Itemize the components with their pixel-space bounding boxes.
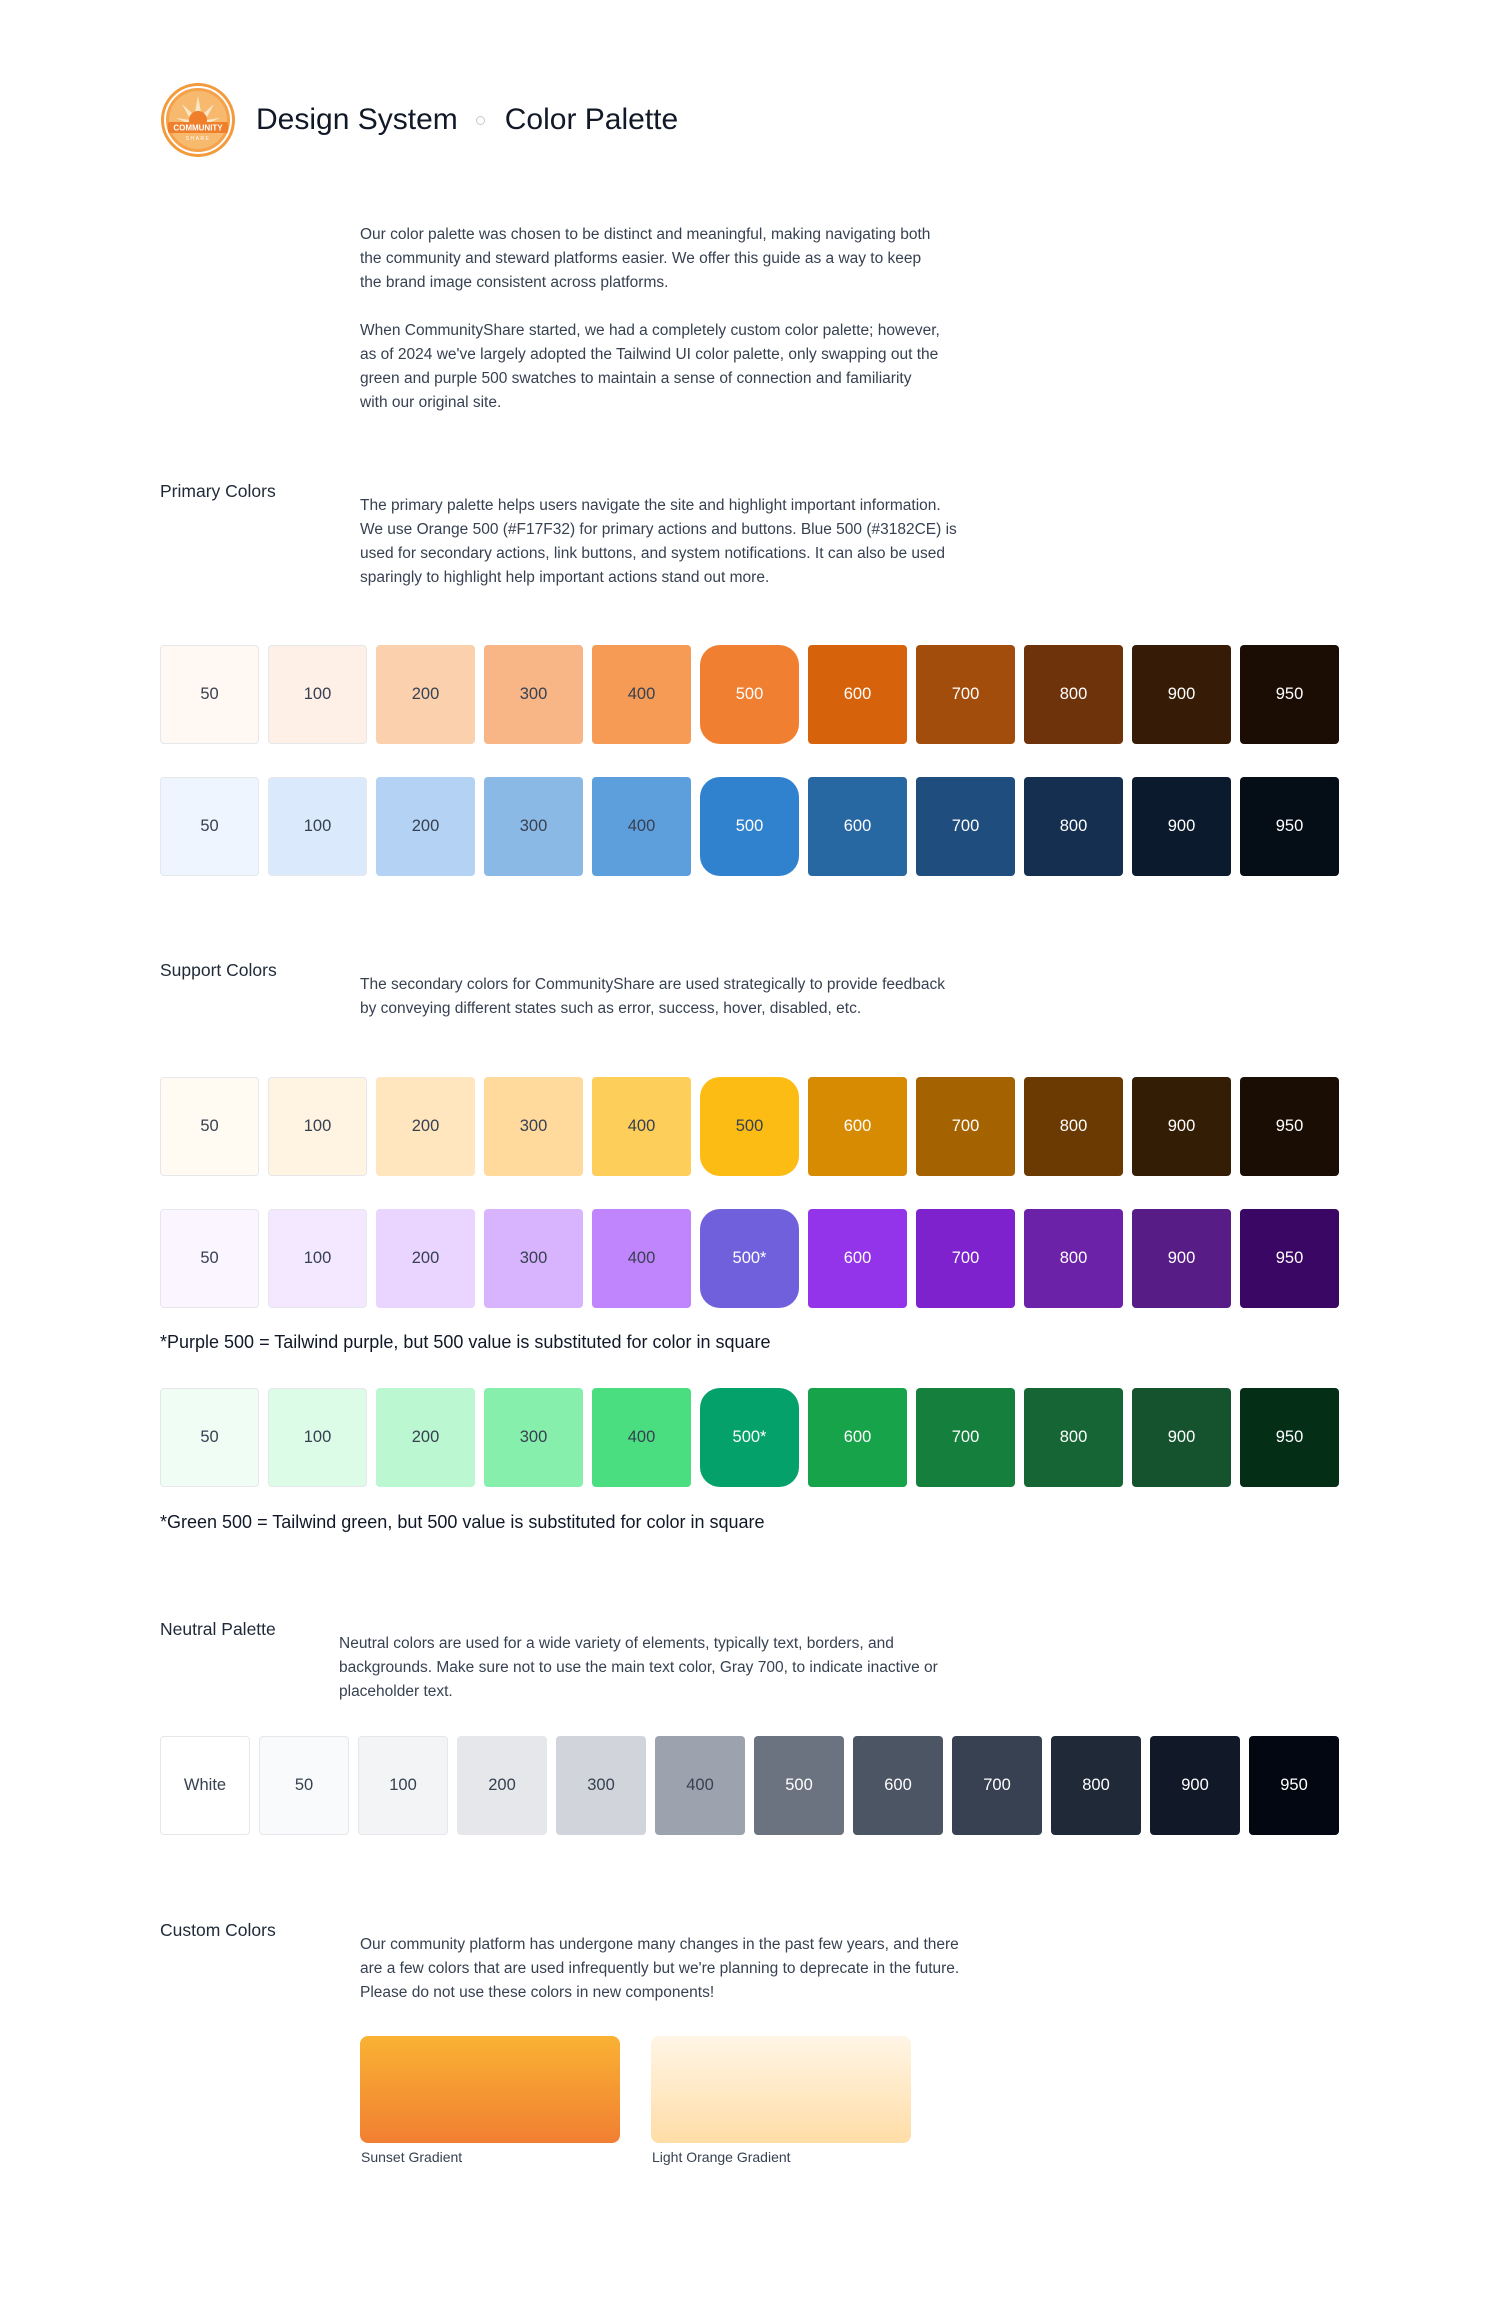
- color-swatch-orange-600: [808, 645, 907, 744]
- primary-colors-title: Primary Colors: [160, 481, 276, 501]
- swatch-label: 500: [735, 685, 764, 703]
- title-design-system: Design System: [256, 103, 458, 136]
- swatch-label: 600: [843, 1428, 872, 1446]
- swatch-label: 300: [519, 1117, 548, 1135]
- color-swatch-green-50: [160, 1388, 259, 1487]
- green-note: *Green 500 = Tailwind green, but 500 value is substituted for color in square: [160, 1512, 765, 1532]
- neutral-swatch-row: [160, 1736, 1339, 1835]
- title-separator-icon: [476, 116, 485, 125]
- swatch-label: 400: [627, 1117, 656, 1135]
- swatch-label: 800: [1059, 685, 1088, 703]
- color-swatch-purple-50: [160, 1209, 259, 1308]
- color-swatch-purple-950: [1240, 1209, 1339, 1308]
- swatch-label: 900: [1167, 1428, 1196, 1446]
- swatch-label: 50: [200, 1428, 219, 1446]
- badge-logo-icon: [160, 82, 236, 158]
- swatch-label: 800: [1059, 1428, 1088, 1446]
- primary-description: The primary palette helps users navigate the site and highlight important information. We use Orange 500 (#F17F32) for primary actions and buttons. Blue 500 (#3182CE) is used for secondary actions, link buttons, and system notifications. It can also be used sparingly to highlight help important actions stand out more.: [360, 497, 957, 586]
- swatch-label: 50: [294, 1776, 314, 1794]
- community-share-logo: [160, 82, 236, 158]
- color-swatch-neutral-600: [853, 1736, 943, 1835]
- color-swatch-purple-900: [1132, 1209, 1231, 1308]
- intro-text: [360, 223, 940, 415]
- swatch-label: 100: [303, 1117, 332, 1135]
- light-orange-gradient-swatch: [651, 2036, 911, 2143]
- swatch-label: 500: [785, 1776, 813, 1794]
- swatch-label: 100: [303, 685, 332, 703]
- color-swatch-blue-300: [484, 777, 583, 876]
- swatch-label: 300: [519, 817, 548, 835]
- color-swatch-orange-800: [1024, 645, 1123, 744]
- swatch-label: 300: [519, 685, 548, 703]
- swatch-label: 50: [200, 685, 219, 703]
- swatch-label: 950: [1275, 685, 1304, 703]
- color-swatch-yellow-100: [268, 1077, 367, 1176]
- color-swatch-orange-400: [592, 645, 691, 744]
- swatch-label: 200: [411, 685, 440, 703]
- swatch-label: 300: [587, 1776, 615, 1794]
- swatch-label: 600: [884, 1776, 912, 1794]
- color-swatch-purple-200: [376, 1209, 475, 1308]
- swatch-label: 100: [303, 1428, 332, 1446]
- intro-paragraph: Our color palette was chosen to be distinct and meaningful, making navigating both the community and steward platforms easier. We offer this guide as a way to keep the brand image consistent across platforms.: [360, 226, 931, 291]
- color-swatch-purple-700: [916, 1209, 1015, 1308]
- swatch-label: 900: [1181, 1776, 1209, 1794]
- color-swatch-neutral-950: [1249, 1736, 1339, 1835]
- color-swatch-purple-500: [700, 1209, 799, 1308]
- blue-swatch-row: [160, 777, 1339, 876]
- swatch-label: 700: [983, 1776, 1011, 1794]
- swatch-label: 600: [843, 817, 872, 835]
- swatch-label: 800: [1059, 1249, 1088, 1267]
- swatch-label: 400: [627, 817, 656, 835]
- sunset-gradient-swatch: [360, 2036, 620, 2143]
- purple-swatch-row: [160, 1209, 1339, 1308]
- swatch-label: 800: [1059, 817, 1088, 835]
- swatch-label: 500: [735, 1117, 764, 1135]
- swatch-label: 950: [1275, 817, 1304, 835]
- color-swatch-green-200: [376, 1388, 475, 1487]
- color-swatch-orange-50: [160, 645, 259, 744]
- swatch-label: 950: [1280, 1776, 1308, 1794]
- swatch-label: 700: [951, 1249, 980, 1267]
- sunset-gradient-label: Sunset Gradient: [361, 2149, 463, 2165]
- color-swatch-orange-100: [268, 645, 367, 744]
- intro-paragraph: When CommunityShare started, we had a completely custom color palette; however, as of 2024 we've largely adopted the Tailwind UI color palette, only swapping out the green and purple 500 swatches to maintain a sense of connection and familiarity with our original site.: [360, 322, 940, 411]
- page-header: [160, 80, 678, 160]
- color-swatch-green-900: [1132, 1388, 1231, 1487]
- color-swatch-blue-50: [160, 777, 259, 876]
- color-swatch-green-100: [268, 1388, 367, 1487]
- swatch-label: 900: [1167, 817, 1196, 835]
- color-swatch-blue-400: [592, 777, 691, 876]
- color-swatch-blue-800: [1024, 777, 1123, 876]
- yellow-swatch-row: [160, 1077, 1339, 1176]
- swatch-label: 500: [735, 817, 764, 835]
- color-swatch-neutral-50: [259, 1736, 349, 1835]
- color-swatch-orange-300: [484, 645, 583, 744]
- swatch-label: 200: [411, 1249, 440, 1267]
- color-swatch-blue-950: [1240, 777, 1339, 876]
- swatch-label: 950: [1275, 1249, 1304, 1267]
- swatch-label: 50: [200, 1117, 219, 1135]
- color-swatch-yellow-500: [700, 1077, 799, 1176]
- color-swatch-orange-200: [376, 645, 475, 744]
- color-swatch-neutral-700: [952, 1736, 1042, 1835]
- swatch-label: 400: [627, 1428, 656, 1446]
- color-swatch-orange-900: [1132, 645, 1231, 744]
- color-swatch-blue-900: [1132, 777, 1231, 876]
- swatch-label: 700: [951, 1117, 980, 1135]
- light-orange-gradient-label: Light Orange Gradient: [652, 2149, 791, 2165]
- swatch-label: 800: [1082, 1776, 1110, 1794]
- color-swatch-green-800: [1024, 1388, 1123, 1487]
- swatch-label: 50: [200, 817, 219, 835]
- color-swatch-green-400: [592, 1388, 691, 1487]
- color-swatch-neutral-400: [655, 1736, 745, 1835]
- color-swatch-yellow-400: [592, 1077, 691, 1176]
- color-swatch-neutral-200: [457, 1736, 547, 1835]
- color-swatch-green-950: [1240, 1388, 1339, 1487]
- color-swatch-green-300: [484, 1388, 583, 1487]
- swatch-label: 200: [411, 817, 440, 835]
- swatch-label: 200: [488, 1776, 516, 1794]
- color-swatch-neutral-100: [358, 1736, 448, 1835]
- support-colors-title: Support Colors: [160, 960, 277, 980]
- purple-note: *Purple 500 = Tailwind purple, but 500 value is substituted for color in square: [160, 1332, 771, 1352]
- color-swatch-neutral-white: [160, 1736, 250, 1835]
- swatch-label: 200: [411, 1428, 440, 1446]
- svg-text:SHARE: SHARE: [185, 136, 211, 142]
- custom-description: Our community platform has undergone many changes in the past few years, and there are a few colors that are used infrequently but we're planning to deprecate in the future. Please do not use these colors in new components!: [360, 1936, 960, 2001]
- color-swatch-yellow-300: [484, 1077, 583, 1176]
- swatch-label: 800: [1059, 1117, 1088, 1135]
- page-title: [256, 103, 678, 137]
- swatch-label: 100: [303, 817, 332, 835]
- neutral-description: Neutral colors are used for a wide variety of elements, typically text, borders, and backgrounds. Make sure not to use the main text color, Gray 700, to indicate inactive or placeholder text.: [339, 1635, 938, 1700]
- color-swatch-blue-200: [376, 777, 475, 876]
- swatch-label: 400: [627, 685, 656, 703]
- color-swatch-blue-700: [916, 777, 1015, 876]
- swatch-label: 400: [627, 1249, 656, 1267]
- color-swatch-neutral-500: [754, 1736, 844, 1835]
- color-swatch-orange-950: [1240, 645, 1339, 744]
- swatch-label: 200: [411, 1117, 440, 1135]
- swatch-label: 700: [951, 685, 980, 703]
- swatch-label: 500*: [732, 1249, 767, 1267]
- color-swatch-green-600: [808, 1388, 907, 1487]
- swatch-label: White: [183, 1776, 227, 1794]
- swatch-label: 100: [389, 1776, 417, 1794]
- color-swatch-purple-600: [808, 1209, 907, 1308]
- swatch-label: 600: [843, 1249, 872, 1267]
- color-swatch-neutral-900: [1150, 1736, 1240, 1835]
- color-swatch-orange-500: [700, 645, 799, 744]
- color-swatch-blue-600: [808, 777, 907, 876]
- neutral-palette-title: Neutral Palette: [160, 1619, 276, 1639]
- swatch-label: 700: [951, 1428, 980, 1446]
- color-swatch-yellow-600: [808, 1077, 907, 1176]
- color-swatch-yellow-900: [1132, 1077, 1231, 1176]
- swatch-label: 900: [1167, 1117, 1196, 1135]
- swatch-label: 600: [843, 685, 872, 703]
- title-color-palette: Color Palette: [504, 103, 679, 136]
- swatch-label: 900: [1167, 685, 1196, 703]
- swatch-label: 50: [200, 1249, 219, 1267]
- color-swatch-green-500: [700, 1388, 799, 1487]
- color-swatch-yellow-50: [160, 1077, 259, 1176]
- custom-colors-title: Custom Colors: [160, 1920, 276, 1940]
- color-swatch-neutral-300: [556, 1736, 646, 1835]
- color-swatch-neutral-800: [1051, 1736, 1141, 1835]
- logo-text: COMMUNITY: [173, 123, 223, 133]
- swatch-label: 950: [1275, 1428, 1304, 1446]
- color-swatch-orange-700: [916, 645, 1015, 744]
- swatch-label: 100: [303, 1249, 332, 1267]
- support-description: The secondary colors for CommunityShare are used strategically to provide feedback by conveying different states such as error, success, hover, disabled, etc.: [360, 976, 945, 1017]
- color-swatch-yellow-950: [1240, 1077, 1339, 1176]
- color-swatch-blue-100: [268, 777, 367, 876]
- swatch-label: 500*: [732, 1428, 767, 1446]
- color-swatch-yellow-700: [916, 1077, 1015, 1176]
- swatch-label: 950: [1275, 1117, 1304, 1135]
- color-swatch-purple-100: [268, 1209, 367, 1308]
- swatch-label: 700: [951, 817, 980, 835]
- color-swatch-yellow-200: [376, 1077, 475, 1176]
- orange-swatch-row: [160, 645, 1339, 744]
- color-swatch-purple-800: [1024, 1209, 1123, 1308]
- swatch-label: 600: [843, 1117, 872, 1135]
- swatch-label: 900: [1167, 1249, 1196, 1267]
- green-swatch-row: [160, 1388, 1339, 1487]
- swatch-label: 400: [686, 1776, 714, 1794]
- swatch-label: 300: [519, 1428, 548, 1446]
- color-swatch-blue-500: [700, 777, 799, 876]
- color-swatch-purple-400: [592, 1209, 691, 1308]
- color-swatch-yellow-800: [1024, 1077, 1123, 1176]
- color-swatch-purple-300: [484, 1209, 583, 1308]
- swatch-label: 300: [519, 1249, 548, 1267]
- color-swatch-green-700: [916, 1388, 1015, 1487]
